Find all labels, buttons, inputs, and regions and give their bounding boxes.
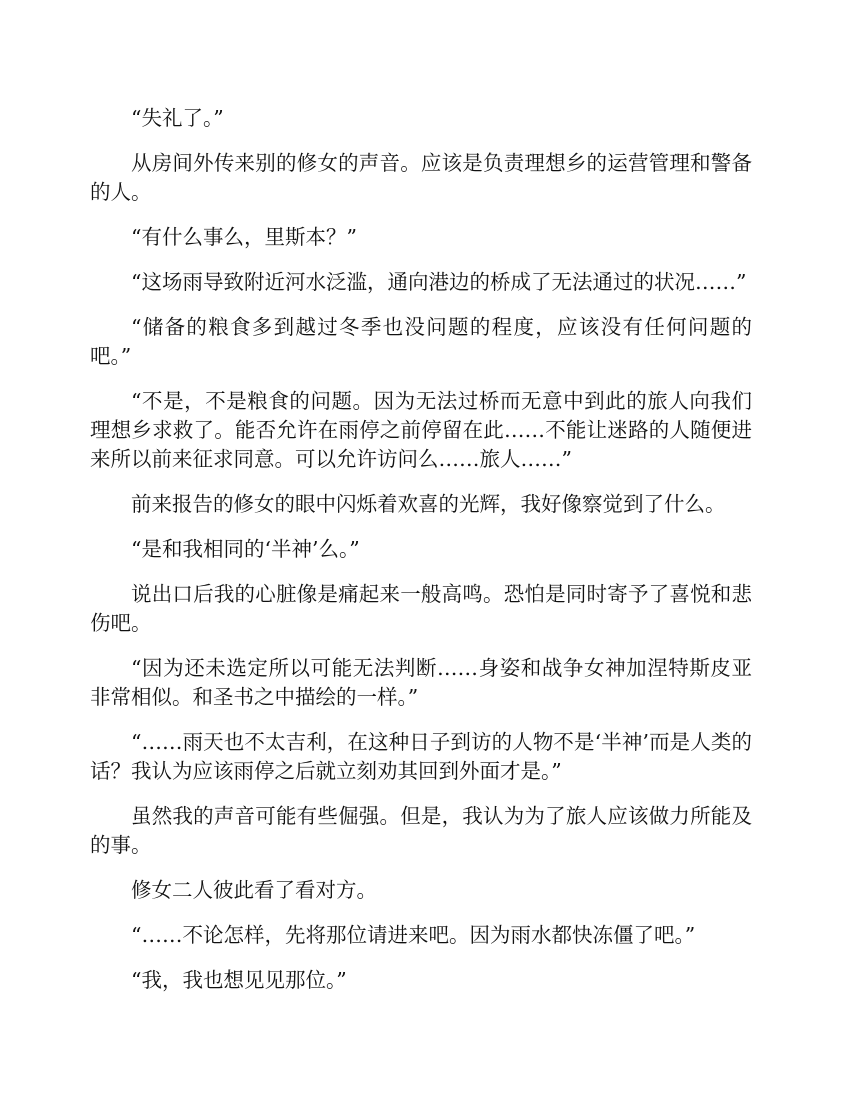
paragraph-6: “不是，不是粮食的问题。因为无法过桥而无意中到此的旅人向我们理想乡求救了。能否允许在雨停之前停留在此……不能让迷路的人随便进来所以前来征求同意。可以允许访问么……旅人……” bbox=[90, 389, 752, 471]
paragraph-8: “是和我相同的‘半神’么。” bbox=[131, 537, 360, 561]
paragraph-4: “这场雨导致附近河水泛滥，通向港边的桥成了无法通过的状况……” bbox=[131, 270, 747, 294]
paragraph-7: 前来报告的修女的眼中闪烁着欢喜的光辉，我好像察觉到了什么。 bbox=[131, 492, 726, 516]
paragraph-15: “我，我也想见见那位。” bbox=[131, 968, 347, 992]
paragraph-11: “……雨天也不太吉利，在这种日子到访的人物不是‘半神’而是人类的话？我认为应该雨停之后就立刻劝其回到外面才是。” bbox=[90, 730, 752, 783]
paragraph-9: 说出口后我的心脏像是痛起来一般高鸣。恐怕是同时寄予了喜悦和悲伤吧。 bbox=[90, 582, 752, 635]
paragraph-13: 修女二人彼此看了看对方。 bbox=[131, 878, 377, 902]
paragraph-1: “失礼了。” bbox=[131, 106, 224, 130]
paragraph-12: 虽然我的声音可能有些倔强。但是，我认为为了旅人应该做力所能及的事。 bbox=[90, 804, 752, 857]
paragraph-14: “……不论怎样，先将那位请进来吧。因为雨水都快冻僵了吧。” bbox=[131, 923, 696, 947]
paragraph-5: “储备的粮食多到越过冬季也没问题的程度，应该没有任何问题的吧。” bbox=[90, 315, 752, 368]
document-page bbox=[90, 104, 752, 1011]
paragraph-2: 从房间外传来别的修女的声音。应该是负责理想乡的运营管理和警备的人。 bbox=[90, 151, 752, 204]
paragraph-3: “有什么事么，里斯本？” bbox=[131, 225, 357, 249]
paragraph-10: “因为还未选定所以可能无法判断……身姿和战争女神加涅特斯皮亚非常相似。和圣书之中描绘的一样。” bbox=[90, 656, 752, 709]
